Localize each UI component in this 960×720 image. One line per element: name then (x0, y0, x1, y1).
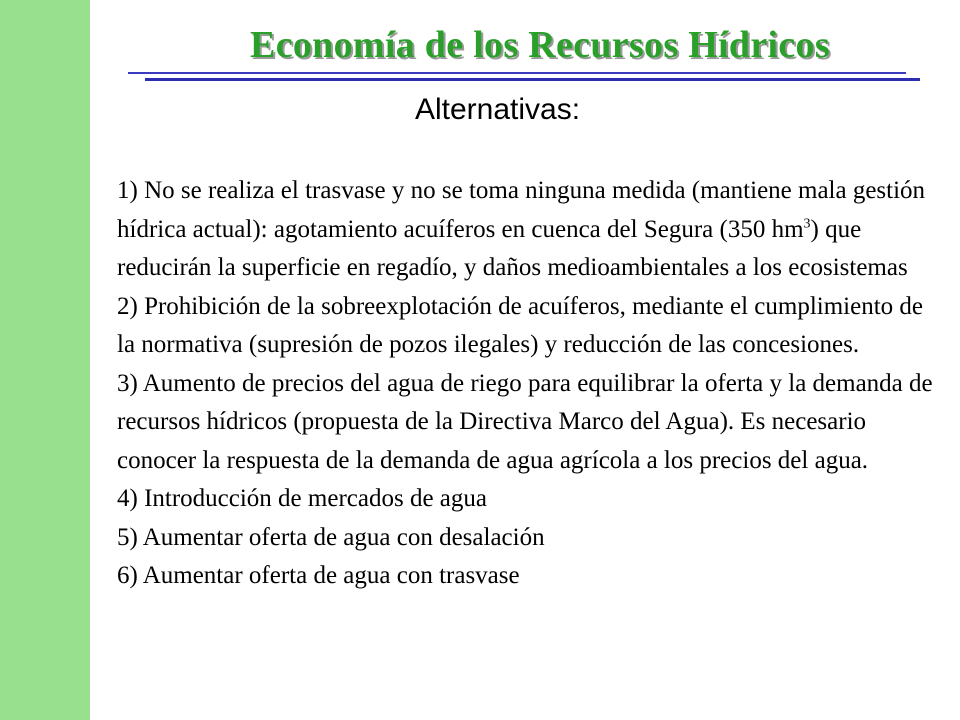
superscript-3: 3 (803, 216, 811, 232)
green-side-bar (0, 0, 90, 720)
alternative-item-3: 3) Aumento de precios del agua de riego para equilibrar la oferta y la demanda de recursos hídricos (propuesta de la Directiva Marco del Agua). Es necesario conocer la respuesta de la demanda de agua agrícola a los precios del agua. (117, 369, 933, 474)
alternatives-list (117, 172, 947, 596)
title-underline-top (128, 72, 906, 74)
alternative-item-2: 2) Prohibición de la sobreexplotación de acuíferos, mediante el cumplimiento de la normativa (supresión de pozos ilegales) y reducción de las concesiones. (117, 292, 923, 358)
alternative-item-6: 6) Aumentar oferta de agua con trasvase (117, 562, 520, 589)
alternative-item-1 (117, 172, 947, 288)
alternative-item-1-text-cont: ) que reducirán la superficie en regadío, y daños medioambientales a los ecosistemas (117, 215, 908, 281)
alternative-item-4: 4) Introducción de mercados de agua (117, 485, 487, 512)
title-underline-bottom (145, 78, 920, 81)
slide-subtitle: Alternativas: (414, 93, 581, 126)
alternative-item-1-text: 1) No se realiza el trasvase y no se toma ninguna medida (mantiene mala gestión hídrica actual): agotamiento acuíferos en cuenca del Segura (350 hm (117, 177, 926, 243)
alternative-item-5: 5) Aumentar oferta de agua con desalación (117, 523, 545, 551)
slide-title: Economía de los Recursos Hídricos (250, 24, 830, 66)
